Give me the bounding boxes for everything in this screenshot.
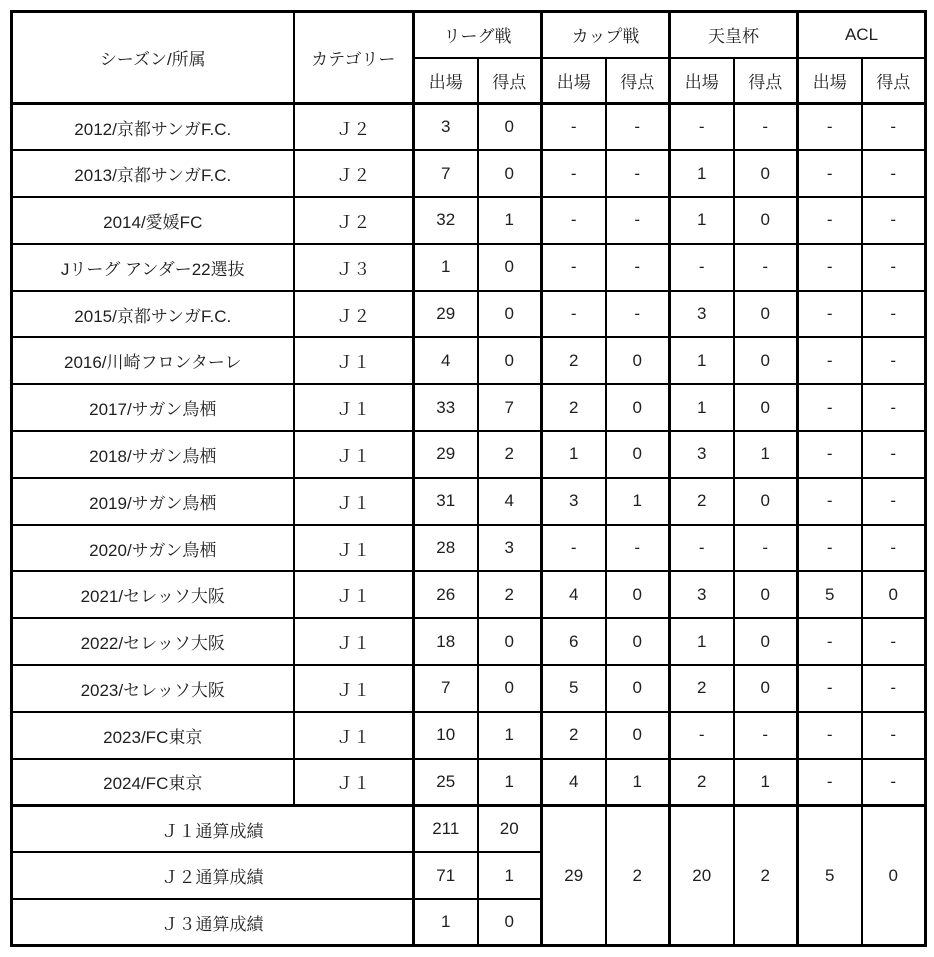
table-row [12, 759, 926, 806]
table-row [12, 712, 926, 759]
stat-cell: 0 [734, 150, 798, 197]
stat-cell: - [606, 197, 670, 244]
stat-cell: 1 [478, 712, 542, 759]
stat-cell: - [862, 104, 926, 151]
totals-cup-apps: 29 [542, 805, 606, 945]
stat-cell: 1 [478, 197, 542, 244]
header-acl-goals: 得点 [862, 58, 926, 104]
stat-cell: - [798, 197, 862, 244]
stat-cell: - [798, 150, 862, 197]
stat-cell: - [734, 104, 798, 151]
stat-cell: - [862, 618, 926, 665]
season-cell: 2021/セレッソ大阪 [12, 571, 294, 618]
stat-cell: 29 [414, 431, 478, 478]
totals-league-goals: 0 [478, 899, 542, 946]
header-league-goals: 得点 [478, 58, 542, 104]
stat-cell: 7 [478, 384, 542, 431]
category-cell: Ｊ２ [294, 291, 414, 338]
stat-cell: 1 [734, 431, 798, 478]
category-cell: Ｊ１ [294, 712, 414, 759]
category-cell: Ｊ１ [294, 618, 414, 665]
stat-cell: 0 [478, 150, 542, 197]
stat-cell: 2 [542, 712, 606, 759]
stat-cell: 1 [606, 759, 670, 806]
totals-emperors-apps: 20 [670, 805, 734, 945]
stat-cell: 7 [414, 150, 478, 197]
totals-label: Ｊ１通算成績 [12, 805, 414, 852]
stat-cell: - [798, 104, 862, 151]
stat-cell: 29 [414, 291, 478, 338]
table-row [12, 150, 926, 197]
table-row [12, 431, 926, 478]
stat-cell: - [798, 478, 862, 525]
category-cell: Ｊ２ [294, 150, 414, 197]
totals-acl-apps: 5 [798, 805, 862, 945]
header-group-cup: カップ戦 [542, 12, 670, 58]
stat-cell: 25 [414, 759, 478, 806]
stat-cell: - [798, 384, 862, 431]
stat-cell: - [798, 431, 862, 478]
stat-cell: 4 [414, 337, 478, 384]
stat-cell: 6 [542, 618, 606, 665]
stat-cell: 0 [478, 104, 542, 151]
stat-cell: - [542, 197, 606, 244]
stat-cell: - [542, 150, 606, 197]
stat-cell: - [798, 759, 862, 806]
table-row [12, 384, 926, 431]
stat-cell: 0 [606, 431, 670, 478]
table-totals [12, 805, 926, 945]
stat-cell: 4 [542, 571, 606, 618]
totals-league-apps: 71 [414, 852, 478, 899]
stat-cell: 4 [542, 759, 606, 806]
stat-cell: - [862, 712, 926, 759]
stat-cell: - [798, 525, 862, 572]
stat-cell: 3 [670, 291, 734, 338]
stat-cell: 2 [478, 431, 542, 478]
stat-cell: - [798, 337, 862, 384]
stat-cell: 0 [478, 337, 542, 384]
category-cell: Ｊ３ [294, 244, 414, 291]
stat-cell: - [606, 525, 670, 572]
stat-cell: 0 [606, 712, 670, 759]
table-row [12, 337, 926, 384]
stat-cell: 0 [734, 197, 798, 244]
stat-cell: 0 [478, 291, 542, 338]
header-group-row [12, 12, 926, 58]
stat-cell: 1 [542, 431, 606, 478]
category-cell: Ｊ１ [294, 337, 414, 384]
stat-cell: - [862, 197, 926, 244]
stat-cell: 0 [606, 665, 670, 712]
table-row [12, 525, 926, 572]
stat-cell: 3 [542, 478, 606, 525]
stat-cell: 0 [862, 571, 926, 618]
totals-acl-goals: 0 [862, 805, 926, 945]
header-league-apps: 出場 [414, 58, 478, 104]
stat-cell: - [862, 384, 926, 431]
stat-cell: - [670, 104, 734, 151]
season-cell: 2017/サガン鳥栖 [12, 384, 294, 431]
stat-cell: 0 [734, 478, 798, 525]
season-cell: 2019/サガン鳥栖 [12, 478, 294, 525]
stat-cell: 3 [670, 571, 734, 618]
stat-cell: 0 [734, 571, 798, 618]
stat-cell: - [798, 712, 862, 759]
header-group-emperors-cup: 天皇杯 [670, 12, 798, 58]
stat-cell: - [542, 525, 606, 572]
category-cell: Ｊ１ [294, 431, 414, 478]
stat-cell: 4 [478, 478, 542, 525]
stat-cell: - [862, 431, 926, 478]
stat-cell: 0 [606, 384, 670, 431]
stat-cell: - [670, 525, 734, 572]
header-category: カテゴリー [294, 12, 414, 104]
stat-cell: - [606, 291, 670, 338]
stat-cell: 1 [478, 759, 542, 806]
season-cell: 2012/京都サンガF.C. [12, 104, 294, 151]
category-cell: Ｊ１ [294, 571, 414, 618]
stat-cell: 2 [478, 571, 542, 618]
totals-league-goals: 20 [478, 805, 542, 852]
header-group-league: リーグ戦 [414, 12, 542, 58]
totals-league-apps: 1 [414, 899, 478, 946]
stat-cell: - [862, 337, 926, 384]
stat-cell: - [862, 759, 926, 806]
stat-cell: 28 [414, 525, 478, 572]
stat-cell: 5 [542, 665, 606, 712]
header-cup-apps: 出場 [542, 58, 606, 104]
category-cell: Ｊ２ [294, 197, 414, 244]
stat-cell: 0 [734, 384, 798, 431]
table-row [12, 618, 926, 665]
stat-cell: 3 [670, 431, 734, 478]
table-row [12, 244, 926, 291]
stat-cell: 7 [414, 665, 478, 712]
stat-cell: 31 [414, 478, 478, 525]
stat-cell: - [606, 150, 670, 197]
stat-cell: 2 [670, 478, 734, 525]
stat-cell: 2 [670, 759, 734, 806]
season-cell: 2024/FC東京 [12, 759, 294, 806]
stat-cell: 0 [734, 665, 798, 712]
stat-cell: - [734, 525, 798, 572]
stat-cell: 1 [670, 618, 734, 665]
category-cell: Ｊ１ [294, 759, 414, 806]
stat-cell: 10 [414, 712, 478, 759]
season-cell: 2015/京都サンガF.C. [12, 291, 294, 338]
stat-cell: 0 [606, 618, 670, 665]
stat-cell: 1 [606, 478, 670, 525]
totals-league-apps: 211 [414, 805, 478, 852]
season-cell: 2023/セレッソ大阪 [12, 665, 294, 712]
stat-cell: - [542, 244, 606, 291]
stat-cell: 3 [414, 104, 478, 151]
totals-label: Ｊ２通算成績 [12, 852, 414, 899]
header-group-acl: ACL [798, 12, 926, 58]
stat-cell: 1 [734, 759, 798, 806]
stat-cell: - [670, 244, 734, 291]
category-cell: Ｊ１ [294, 384, 414, 431]
header-season: シーズン/所属 [12, 12, 294, 104]
header-emperors-apps: 出場 [670, 58, 734, 104]
stat-cell: - [542, 291, 606, 338]
totals-league-goals: 1 [478, 852, 542, 899]
stat-cell: 32 [414, 197, 478, 244]
stat-cell: - [862, 525, 926, 572]
stat-cell: 2 [542, 384, 606, 431]
stat-cell: 33 [414, 384, 478, 431]
stat-cell: - [862, 665, 926, 712]
totals-cup-goals: 2 [606, 805, 670, 945]
table-body [12, 104, 926, 806]
category-cell: Ｊ２ [294, 104, 414, 151]
career-stats-table [10, 10, 927, 947]
stat-cell: - [862, 244, 926, 291]
stat-cell: - [606, 244, 670, 291]
stat-cell: - [862, 150, 926, 197]
season-cell: 2014/愛媛FC [12, 197, 294, 244]
header-cup-goals: 得点 [606, 58, 670, 104]
season-cell: 2016/川崎フロンターレ [12, 337, 294, 384]
table-row [12, 104, 926, 151]
totals-row-j1 [12, 805, 926, 852]
stat-cell: 0 [478, 618, 542, 665]
stat-cell: - [798, 291, 862, 338]
stat-cell: - [798, 665, 862, 712]
stat-cell: - [542, 104, 606, 151]
totals-emperors-goals: 2 [734, 805, 798, 945]
stat-cell: 0 [734, 291, 798, 338]
stat-cell: 0 [734, 618, 798, 665]
stat-cell: 0 [478, 244, 542, 291]
stat-cell: - [606, 104, 670, 151]
header-emperors-goals: 得点 [734, 58, 798, 104]
stat-cell: - [862, 291, 926, 338]
stat-cell: 1 [670, 197, 734, 244]
stat-cell: 1 [414, 244, 478, 291]
stat-cell: 2 [670, 665, 734, 712]
season-cell: 2022/セレッソ大阪 [12, 618, 294, 665]
totals-label: Ｊ３通算成績 [12, 899, 414, 946]
stat-cell: - [734, 244, 798, 291]
table-row [12, 665, 926, 712]
stat-cell: 5 [798, 571, 862, 618]
stat-cell: 0 [478, 665, 542, 712]
category-cell: Ｊ１ [294, 478, 414, 525]
stat-cell: 1 [670, 384, 734, 431]
category-cell: Ｊ１ [294, 525, 414, 572]
season-cell: 2018/サガン鳥栖 [12, 431, 294, 478]
table-row [12, 478, 926, 525]
table-row [12, 571, 926, 618]
stat-cell: 3 [478, 525, 542, 572]
stat-cell: 0 [734, 337, 798, 384]
season-cell: 2020/サガン鳥栖 [12, 525, 294, 572]
stat-cell: 0 [606, 337, 670, 384]
stat-cell: 26 [414, 571, 478, 618]
header-acl-apps: 出場 [798, 58, 862, 104]
stat-cell: 1 [670, 150, 734, 197]
stat-cell: - [670, 712, 734, 759]
table-row [12, 197, 926, 244]
stat-cell: - [734, 712, 798, 759]
stat-cell: 2 [542, 337, 606, 384]
stat-cell: 1 [670, 337, 734, 384]
stat-cell: 18 [414, 618, 478, 665]
season-cell: Jリーグ アンダー22選抜 [12, 244, 294, 291]
stat-cell: - [862, 478, 926, 525]
category-cell: Ｊ１ [294, 665, 414, 712]
season-cell: 2013/京都サンガF.C. [12, 150, 294, 197]
stat-cell: - [798, 244, 862, 291]
table-row [12, 291, 926, 338]
table-header [12, 12, 926, 104]
stat-cell: 0 [606, 571, 670, 618]
season-cell: 2023/FC東京 [12, 712, 294, 759]
stat-cell: - [798, 618, 862, 665]
